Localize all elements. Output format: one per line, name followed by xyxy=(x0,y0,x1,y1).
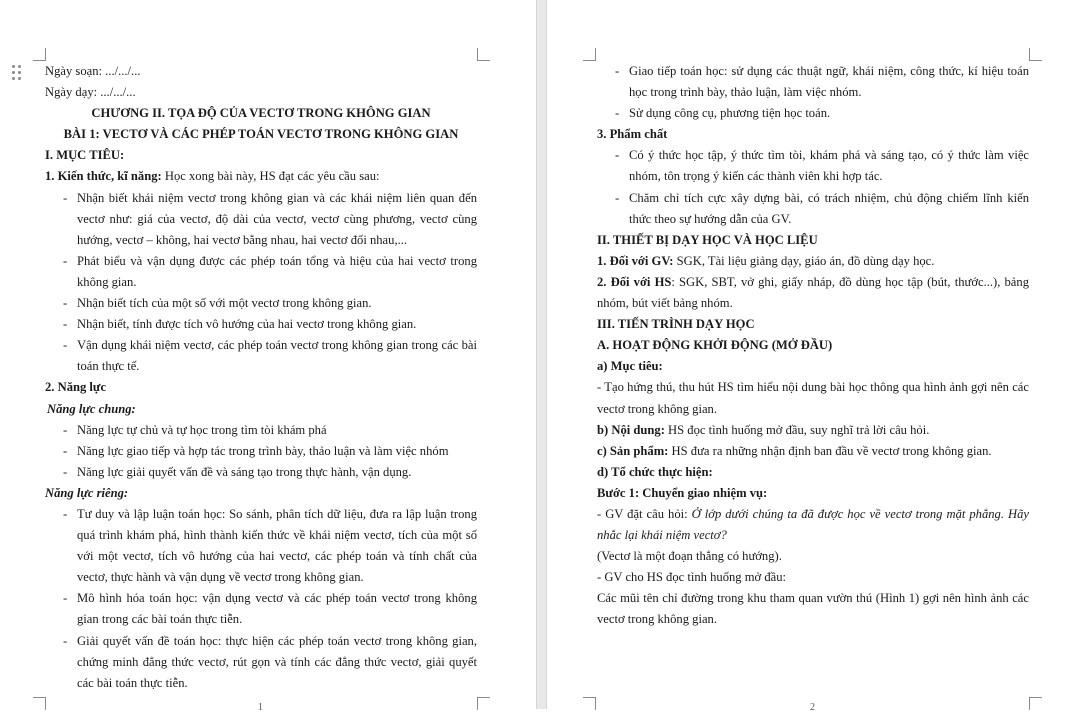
knowledge-item: Vận dụng khái niệm vectơ, các phép toán vectơ trong không gian trong các bài toán thực tế. xyxy=(77,338,477,374)
page-2-body[interactable] xyxy=(597,61,1029,631)
crop-mark xyxy=(1029,697,1042,710)
specific-competence-item: Tư duy và lập luận toán học: So sánh, phân tích dữ liệu, đưa ra lập luận trong quá trình khám phá, hình thành kiến thức về khái niệm vectơ, tích của một số với một vectơ, tích vô hướng của hai vectơ, các phép toán và tính chất của vectơ, thực hành và vận dụng về vectơ trong không gian. xyxy=(77,506,477,585)
crop-mark xyxy=(1029,48,1042,61)
crop-mark xyxy=(477,48,490,61)
list-item: - Giao tiếp toán học: sử dụng các thuật ngữ, khái niệm, công thức, kí hiệu toán học trong trình bày, thảo luận, làm việc nhóm. xyxy=(615,64,1029,100)
competence-item: Sử dụng công cụ, phương tiện học toán. xyxy=(629,106,831,121)
quality-item: Chăm chỉ tích cực xây dựng bài, có trách nhiệm, chủ động chiếm lĩnh kiến thức theo sự hướng dẫn của GV. xyxy=(629,190,1029,226)
section-objectives-heading: I. MỤC TIÊU: xyxy=(45,148,125,163)
crop-mark xyxy=(33,697,46,710)
product-line xyxy=(597,441,1029,462)
product-text: HS đưa ra những nhận định ban đầu về vectơ trong không gian. xyxy=(668,443,992,458)
drag-handle-icon[interactable] xyxy=(12,65,22,81)
gv-answer: (Vectơ là một đoạn thẳng có hướng). xyxy=(597,549,782,564)
document-page-2 xyxy=(547,0,1075,713)
activity-heading: A. HOẠT ĐỘNG KHỞI ĐỘNG (MỞ ĐẦU) xyxy=(597,338,833,353)
date-taught: Ngày dạy: .../.../... xyxy=(45,85,136,100)
list-item: - Mô hình hóa toán học: vận dụng vectơ và các phép toán vectơ trong không gian trong các bài toán thực tiễn. xyxy=(63,591,477,627)
quality-heading: 3. Phẩm chất xyxy=(597,127,668,142)
list-item: - Năng lực giải quyết vấn đề và sáng tạo trong thực hành, vận dụng. xyxy=(63,464,412,479)
teacher-text: SGK, Tài liệu giảng dạy, giáo án, đồ dùng dạy học. xyxy=(673,253,935,268)
document-page-1 xyxy=(0,0,536,713)
page-number: 2 xyxy=(810,702,815,713)
product-label: c) Sản phẩm: xyxy=(597,443,669,458)
list-item: - Năng lực giao tiếp và hợp tác trong trình bày, thảo luận và làm việc nhóm xyxy=(63,443,449,458)
student-line xyxy=(597,272,1029,314)
crop-mark xyxy=(33,48,46,61)
date-prepared: Ngày soạn: .../.../... xyxy=(45,64,141,78)
objective-label: a) Mục tiêu: xyxy=(597,359,663,374)
list-item: - Sử dụng công cụ, phương tiện học toán. xyxy=(615,106,831,121)
page-gutter xyxy=(536,0,547,709)
competence-item: Giao tiếp toán học: sử dụng các thuật ngữ, khái niệm, công thức, kí hiệu toán học trong trình bày, thảo luận, làm việc nhóm. xyxy=(629,64,1029,100)
list-item: - Tư duy và lập luận toán học: So sánh, phân tích dữ liệu, đưa ra lập luận trong quá trình khám phá, hình thành kiến thức về khái niệm vectơ, tích của một số với một vectơ, tích vô hướng của hai vectơ, các phép toán và tính chất của vectơ, thực hành và vận dụng về vectơ trong không gian. xyxy=(63,506,477,585)
knowledge-label: 1. Kiến thức, kĩ năng: xyxy=(45,169,162,184)
general-competence-item: Năng lực giải quyết vấn đề và sáng tạo trong thực hành, vận dụng. xyxy=(77,464,412,479)
knowledge-item: Phát biểu và vận dụng được các phép toán tổng và hiệu của hai vectơ trong không gian. xyxy=(77,253,477,289)
crop-mark xyxy=(477,697,490,710)
list-item: - Chăm chỉ tích cực xây dựng bài, có trách nhiệm, chủ động chiếm lĩnh kiến thức theo sự hướng dẫn của GV. xyxy=(615,190,1029,226)
teacher-line xyxy=(597,251,1029,272)
list-item: - Nhận biết, tính được tích vô hướng của hai vectơ trong không gian. xyxy=(63,317,417,332)
student-text: : SGK, SBT, vở ghi, giấy nháp, đồ dùng học tập (bút, thước...), bảng nhóm, bút viết bảng nhóm. xyxy=(597,274,1029,311)
content-label: b) Nội dung: xyxy=(597,422,665,437)
page-number: 1 xyxy=(258,702,263,713)
knowledge-text: Học xong bài này, HS đạt các yêu cầu sau: xyxy=(161,169,380,184)
equipment-heading: II. THIẾT BỊ DẠY HỌC VÀ HỌC LIỆU xyxy=(597,232,818,247)
crop-mark xyxy=(583,697,596,710)
knowledge-item: Nhận biết tích của một số với một vectơ trong không gian. xyxy=(77,296,372,311)
process-heading: III. TIẾN TRÌNH DẠY HỌC xyxy=(597,317,755,332)
list-item: - Năng lực tự chủ và tự học trong tìm tòi khám phá xyxy=(63,422,327,437)
step1-label: Bước 1: Chuyển giao nhiệm vụ: xyxy=(597,485,768,500)
lesson-title: BÀI 1: VECTƠ VÀ CÁC PHÉP TOÁN VECTƠ TRONG KHÔNG GIAN xyxy=(63,127,459,142)
page-1-body[interactable] xyxy=(45,61,477,694)
general-competence-item: Năng lực tự chủ và tự học trong tìm tòi khám phá xyxy=(77,422,327,437)
gv-question-prefix: - GV đặt câu hỏi: xyxy=(597,506,692,521)
gv-question-text: Ở lớp dưới chúng ta đã được học về vectơ trong mặt phẳng. Hãy nhắc lại khái niệm vectơ? xyxy=(597,506,1029,543)
list-item: - Nhận biết tích của một số với một vectơ trong không gian. xyxy=(63,296,372,311)
knowledge-item: Nhận biết, tính được tích vô hướng của hai vectơ trong không gian. xyxy=(77,317,417,332)
list-item: - Có ý thức học tập, ý thức tìm tòi, khám phá và sáng tạo, có ý thức làm việc nhóm, tôn trọng ý kiến các thành viên khi hợp tác. xyxy=(615,148,1029,184)
general-competence-label: Năng lực chung: xyxy=(47,401,136,416)
quality-item: Có ý thức học tập, ý thức tìm tòi, khám phá và sáng tạo, có ý thức làm việc nhóm, tôn trọng ý kiến các thành viên khi hợp tác. xyxy=(629,148,1029,184)
list-item: - Phát biểu và vận dụng được các phép toán tổng và hiệu của hai vectơ trong không gian. xyxy=(63,253,477,289)
objective-text: - Tạo hứng thú, thu hút HS tìm hiểu nội dung bài học thông qua hình ảnh gợi nên các vectơ trong không gian. xyxy=(597,380,1029,416)
list-item: - Vận dụng khái niệm vectơ, các phép toán vectơ trong không gian trong các bài toán thực tế. xyxy=(63,338,477,374)
teacher-label: 1. Đối với GV: xyxy=(597,253,674,268)
general-competence-item: Năng lực giao tiếp và hợp tác trong trình bày, thảo luận và làm việc nhóm xyxy=(77,443,449,458)
list-item: - Nhận biết khái niệm vectơ trong không gian và các khái niệm liên quan đến vectơ như: giá của vectơ, độ dài của vectơ, vectơ cùng phương, vectơ cùng hướng, vectơ – không, hai vectơ bằng nhau, hai vectơ đối nhau,... xyxy=(63,190,477,247)
gv-reading: - GV cho HS đọc tình huống mở đầu: xyxy=(597,570,787,585)
competence-heading: 2. Năng lực xyxy=(45,380,107,395)
content-text: HS đọc tình huống mở đầu, suy nghĩ trả lời câu hỏi. xyxy=(664,422,930,437)
situation-text: Các mũi tên chỉ đường trong khu tham quan vườn thú (Hình 1) gợi nên hình ảnh các vectơ trong không gian. xyxy=(597,591,1029,627)
list-item: - Giải quyết vấn đề toán học: thực hiện các phép toán vectơ trong không gian, chứng minh đẳng thức vectơ, rút gọn và tính các đẳng thức vectơ, giải quyết các bài toán thực tiễn. xyxy=(63,633,477,690)
knowledge-line xyxy=(45,166,477,187)
student-label: 2. Đối với HS xyxy=(597,274,672,289)
content-line xyxy=(597,420,1029,441)
knowledge-item: Nhận biết khái niệm vectơ trong không gian và các khái niệm liên quan đến vectơ như: giá của vectơ, độ dài của vectơ, vectơ cùng phương, vectơ cùng hướng, vectơ – không, hai vectơ bằng nhau, hai vectơ đối nhau,... xyxy=(77,190,477,247)
gv-question xyxy=(597,504,1029,546)
specific-competence-item: Giải quyết vấn đề toán học: thực hiện các phép toán vectơ trong không gian, chứng minh đẳng thức vectơ, rút gọn và tính các đẳng thức vectơ, giải quyết các bài toán thực tiễn. xyxy=(77,633,477,690)
crop-mark xyxy=(583,48,596,61)
chapter-title: CHƯƠNG II. TỌA ĐỘ CỦA VECTƠ TRONG KHÔNG GIAN xyxy=(91,106,431,121)
organize-label: d) Tổ chức thực hiện: xyxy=(597,464,713,479)
specific-competence-item: Mô hình hóa toán học: vận dụng vectơ và các phép toán vectơ trong không gian trong các bài toán thực tiễn. xyxy=(77,591,477,627)
specific-competence-label: Năng lực riêng: xyxy=(45,485,129,500)
